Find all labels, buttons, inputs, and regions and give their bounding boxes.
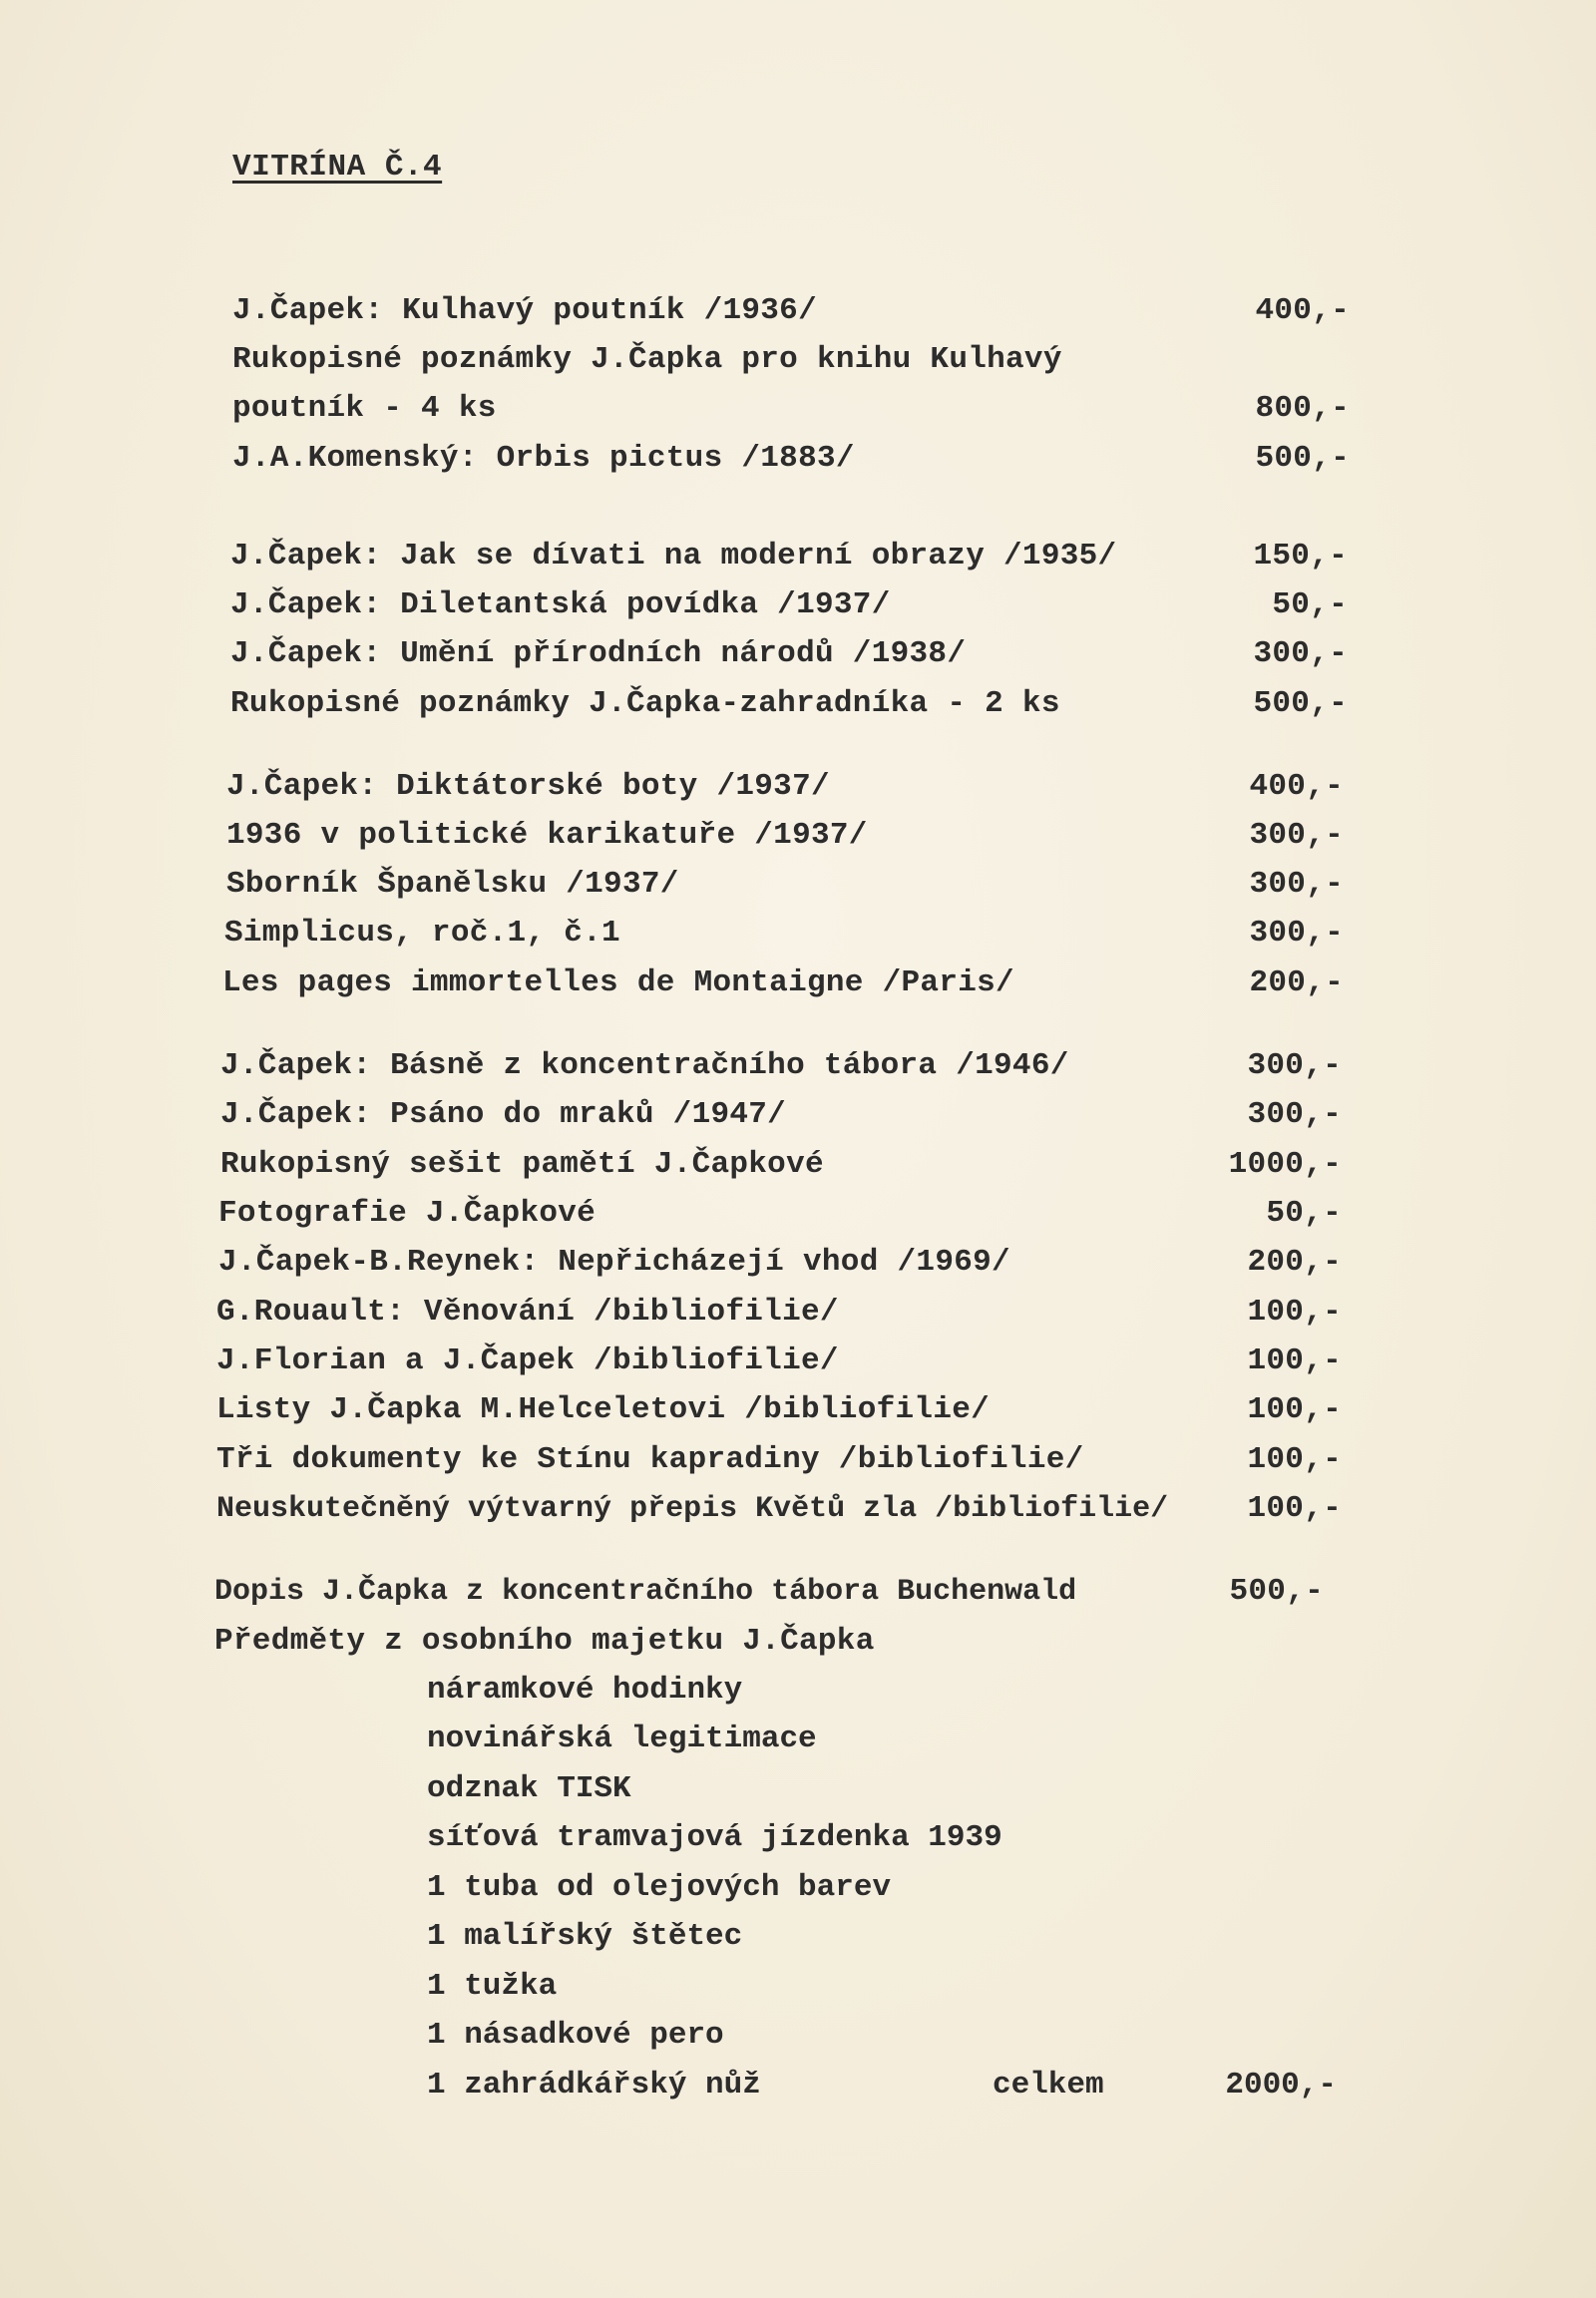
list-item bbox=[232, 435, 1350, 483]
list-item: 1 násadkové pero bbox=[427, 2018, 724, 2053]
item-price: 100,- bbox=[1247, 1295, 1342, 1330]
item-text: Rukopisné poznámky J.Čapka-zahradníka - 2 ks bbox=[230, 686, 1060, 721]
list-item bbox=[220, 1141, 1342, 1189]
item-text: Předměty z osobního majetku J.Čapka bbox=[214, 1624, 875, 1659]
list-item bbox=[232, 336, 1350, 384]
item-price: 800,- bbox=[1255, 391, 1350, 426]
item-price: 100,- bbox=[1247, 1491, 1342, 1526]
list-item bbox=[230, 680, 1348, 728]
list-item bbox=[226, 812, 1344, 860]
item-text: J.Čapek: Básně z koncentračního tábora /1946/ bbox=[220, 1048, 1069, 1083]
list-item bbox=[214, 1618, 1332, 1666]
item-price: 50,- bbox=[1266, 1196, 1342, 1231]
item-price: 50,- bbox=[1272, 587, 1348, 622]
item-price: 500,- bbox=[1255, 441, 1350, 476]
item-text: G.Rouault: Věnování /bibliofilie/ bbox=[216, 1295, 839, 1330]
list-item bbox=[216, 1289, 1342, 1337]
list-item bbox=[216, 1436, 1342, 1484]
list-item: 1 malířský štětec bbox=[427, 1919, 743, 1954]
item-price: 500,- bbox=[1253, 686, 1348, 721]
list-item bbox=[220, 1091, 1342, 1139]
list-item: odznak TISK bbox=[427, 1771, 631, 1806]
item-price: 150,- bbox=[1253, 539, 1348, 574]
list-item bbox=[230, 630, 1348, 678]
item-text: J.Čapek: Kulhavý poutník /1936/ bbox=[232, 293, 817, 328]
item-text: J.Florian a J.Čapek /bibliofilie/ bbox=[216, 1343, 839, 1378]
item-text: J.Čapek-B.Reynek: Nepřicházejí vhod /1969/ bbox=[218, 1245, 1010, 1280]
page-title: VITRÍNA Č.4 bbox=[232, 150, 443, 185]
item-price: 1000,- bbox=[1228, 1147, 1342, 1182]
item-text: 1936 v politické karikatuře /1937/ bbox=[226, 818, 868, 853]
list-item: náramkové hodinky bbox=[427, 1673, 743, 1708]
item-price: 100,- bbox=[1247, 1442, 1342, 1477]
list-item bbox=[224, 910, 1342, 958]
list-item bbox=[216, 1386, 1342, 1434]
list-item bbox=[226, 763, 1344, 811]
list-item bbox=[214, 1568, 1332, 1616]
total-price: 2000,- bbox=[1225, 2068, 1337, 2103]
item-price: 400,- bbox=[1249, 769, 1344, 804]
item-text: Les pages immortelles de Montaigne /Paris/ bbox=[222, 965, 1014, 1000]
item-price: 100,- bbox=[1247, 1343, 1342, 1378]
list-item bbox=[216, 1485, 1342, 1533]
item-text: J.Čapek: Psáno do mraků /1947/ bbox=[220, 1097, 787, 1132]
item-price: 300,- bbox=[1247, 1097, 1342, 1132]
list-item bbox=[222, 959, 1344, 1007]
item-text: J.Čapek: Diletantská povídka /1937/ bbox=[230, 587, 891, 622]
item-text: poutník - 4 ks bbox=[232, 391, 497, 426]
total-label: celkem bbox=[993, 2068, 1104, 2103]
list-item: 1 tuba od olejových barev bbox=[427, 1870, 892, 1905]
item-price: 200,- bbox=[1247, 1245, 1342, 1280]
item-text: Rukopisné poznámky J.Čapka pro knihu Kulhavý bbox=[232, 342, 1062, 377]
item-text: Rukopisný sešit pamětí J.Čapkové bbox=[220, 1147, 824, 1182]
list-item bbox=[230, 581, 1348, 629]
list-item: síťová tramvajová jízdenka 1939 bbox=[427, 1820, 1002, 1855]
item-text: Simplicus, roč.1, č.1 bbox=[224, 916, 620, 951]
item-price: 300,- bbox=[1249, 818, 1344, 853]
item-price: 100,- bbox=[1247, 1392, 1342, 1427]
item-text: J.Čapek: Umění přírodních národů /1938/ bbox=[230, 636, 967, 671]
item-text: J.A.Komenský: Orbis pictus /1883/ bbox=[232, 441, 855, 476]
item-text: Listy J.Čapka M.Helceletovi /bibliofilie/ bbox=[216, 1392, 991, 1427]
item-text: J.Čapek: Diktátorské boty /1937/ bbox=[226, 769, 830, 804]
list-item bbox=[220, 1042, 1342, 1090]
item-text: Neuskutečněný výtvarný přepis Květů zla /bibliofilie/ bbox=[216, 1492, 1169, 1526]
item-price: 400,- bbox=[1255, 293, 1350, 328]
item-price: 300,- bbox=[1247, 1048, 1342, 1083]
list-item bbox=[226, 861, 1344, 909]
list-item bbox=[232, 385, 1350, 433]
list-item bbox=[218, 1190, 1342, 1238]
list-item bbox=[216, 1338, 1342, 1385]
list-item: novinářská legitimace bbox=[427, 1722, 817, 1756]
item-price: 300,- bbox=[1249, 867, 1344, 902]
item-text: Sborník Španělsku /1937/ bbox=[226, 867, 679, 902]
item-text: Dopis J.Čapka z koncentračního tábora Buchenwald bbox=[214, 1575, 1077, 1609]
item-price: 200,- bbox=[1249, 965, 1344, 1000]
item-text: Fotografie J.Čapkové bbox=[218, 1196, 597, 1231]
item-price: 500,- bbox=[1229, 1574, 1324, 1609]
list-item: 1 zahrádkářský nůž bbox=[427, 2068, 761, 2103]
list-item bbox=[218, 1239, 1342, 1287]
item-text: Tři dokumenty ke Stínu kapradiny /bibliofilie/ bbox=[216, 1442, 1084, 1477]
item-price: 300,- bbox=[1253, 636, 1348, 671]
item-text: J.Čapek: Jak se dívati na moderní obrazy /1935/ bbox=[230, 539, 1117, 574]
item-price: 300,- bbox=[1249, 916, 1344, 951]
list-item bbox=[232, 287, 1350, 335]
list-item bbox=[230, 533, 1348, 580]
list-item: 1 tužka bbox=[427, 1969, 558, 2004]
